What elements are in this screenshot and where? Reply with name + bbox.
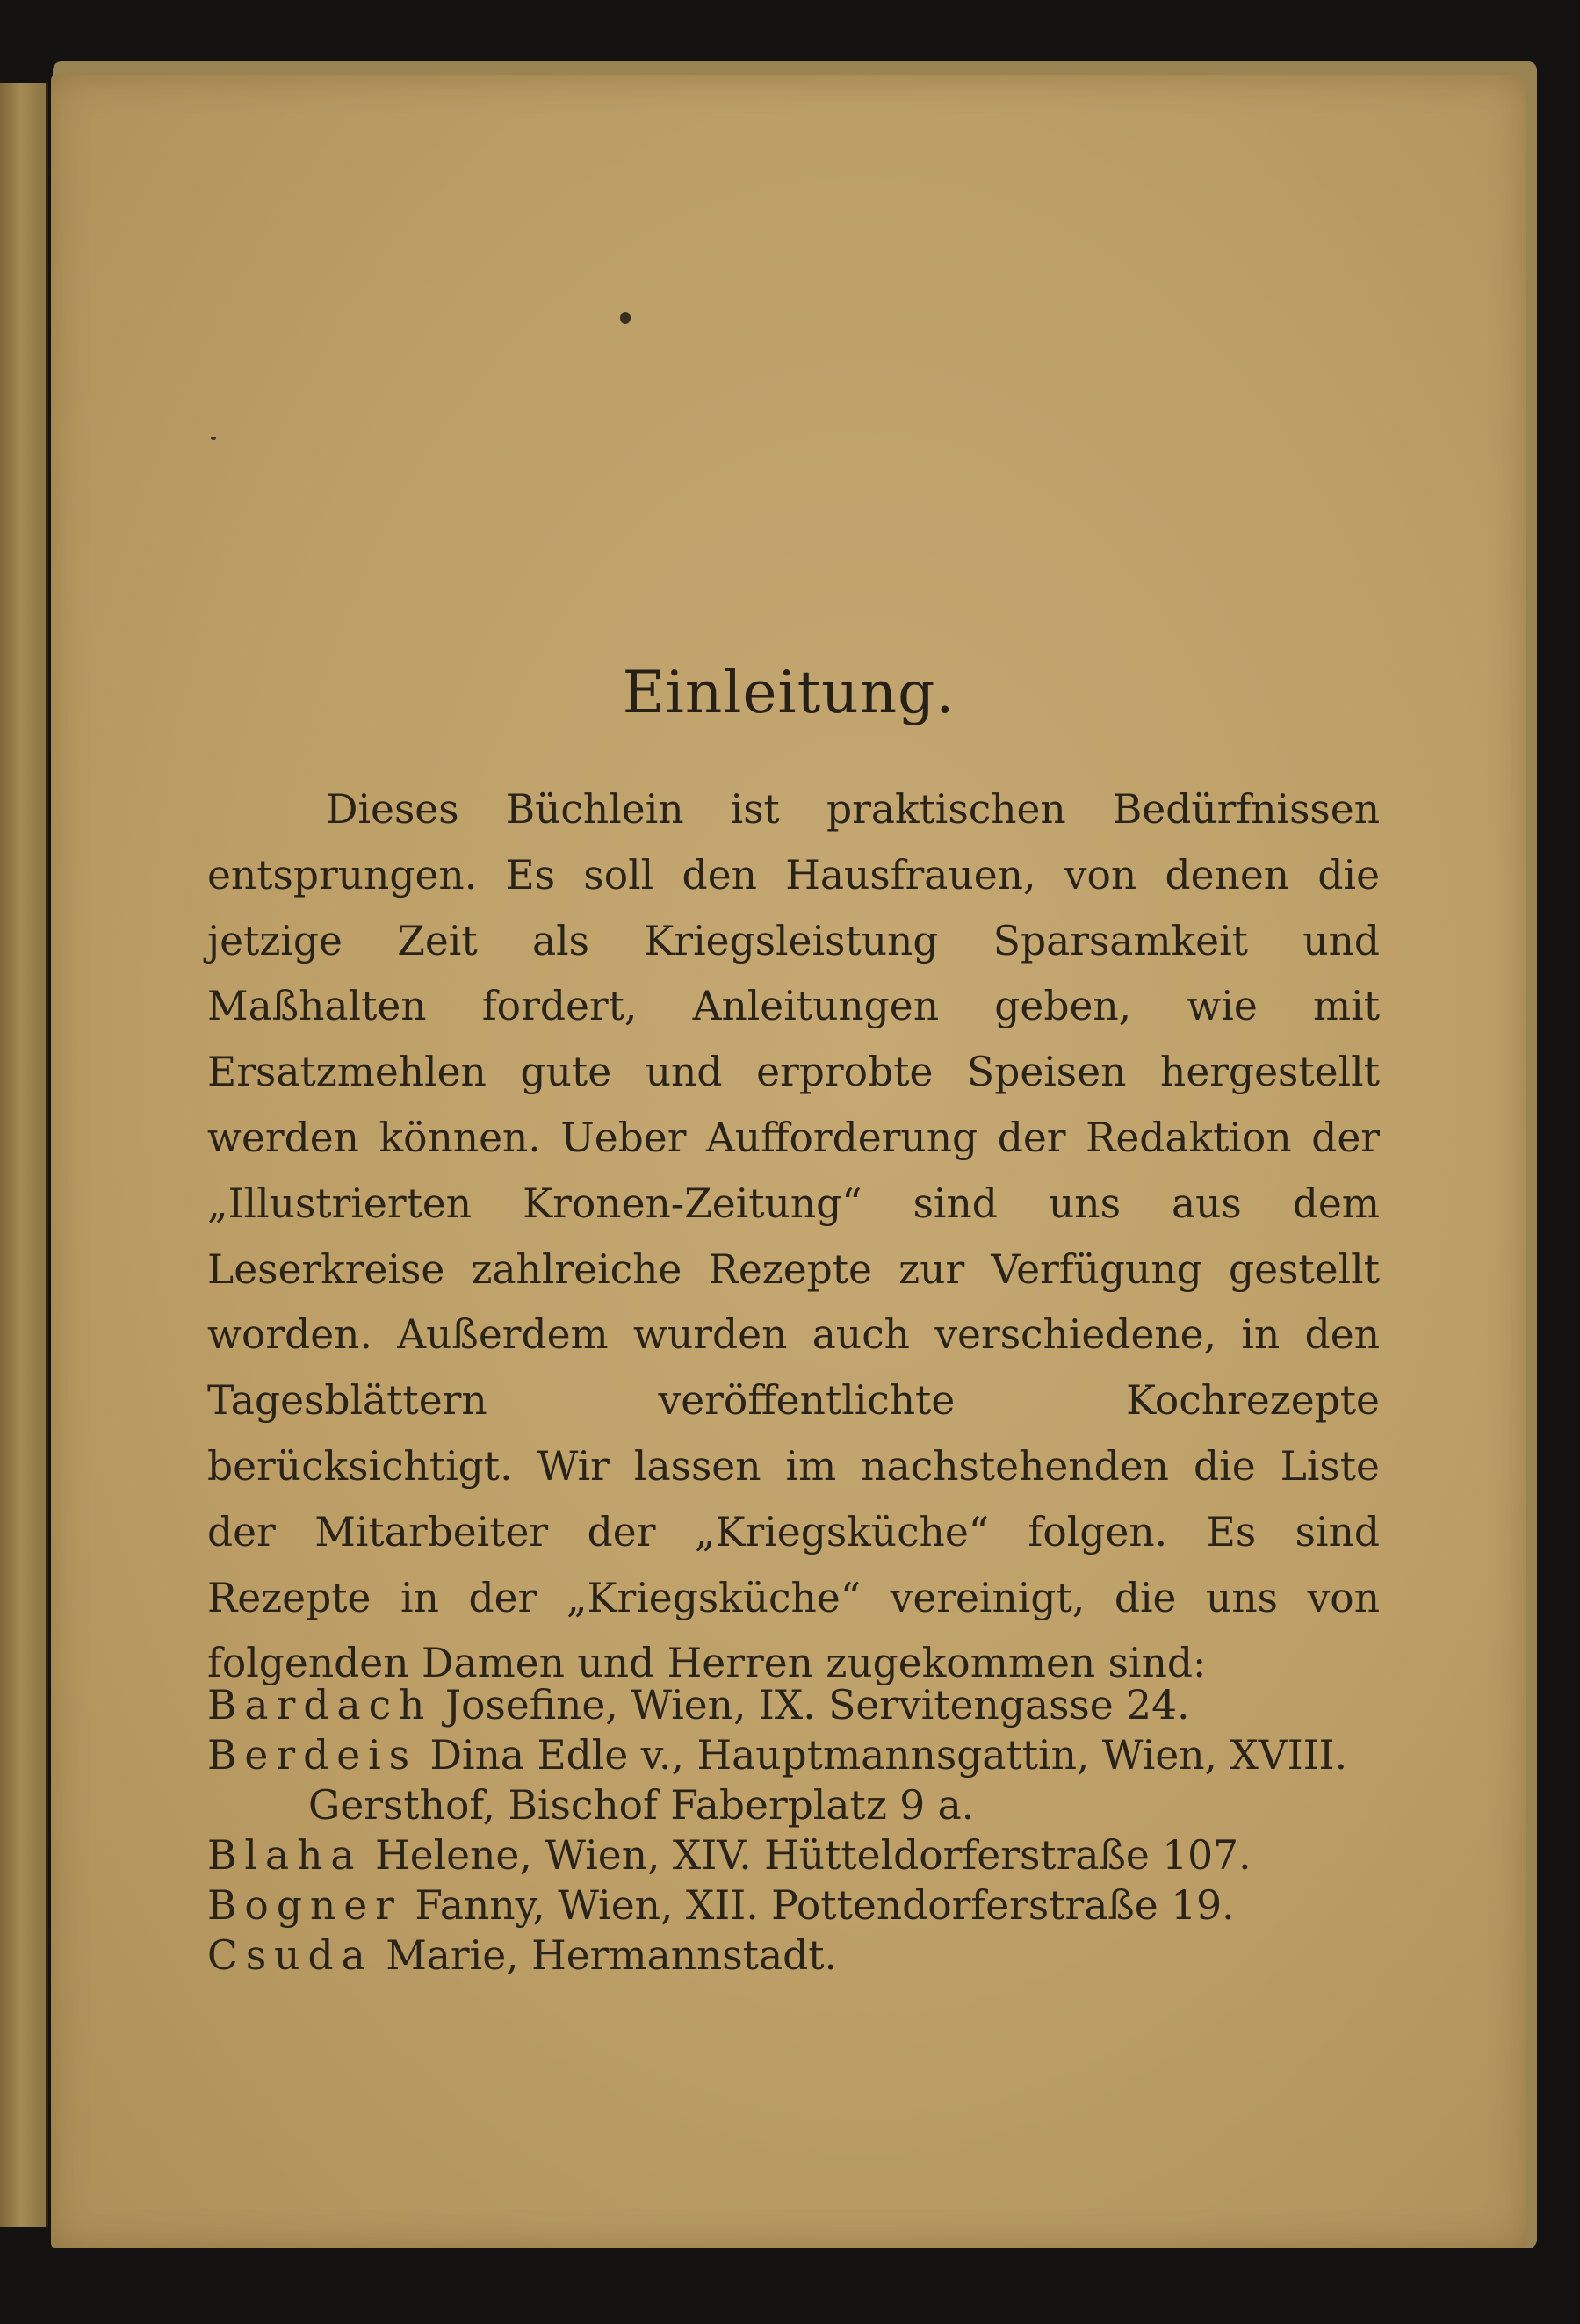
ink-speck [211,437,216,440]
contributor-surname: Csuda [207,1932,373,1979]
contributor-details: Fanny, Wien, XII. Pottendorferstraße 19. [401,1882,1235,1929]
contributor-details: Helene, Wien, XIV. Hütteldorferstraße 107. [362,1832,1252,1879]
introduction-paragraph: Dieses Büchlein ist praktischen Bedürfnissen entsprungen. Es soll den Hausfrauen, von denen die jetzige Zeit als Kriegsleistung Sparsamkeit und Maßhalten fordert, Anleitungen geben, wie mit Ersatzmehlen gute und erprobte Speisen hergestellt werden können. Ueber Aufforderung der Redaktion der „Illustrierten Kronen-Zeitung“ sind uns aus dem Leserkreise zahlreiche Rezepte zur Verfügung gestellt worden. Außerdem wurden auch verschiedene, in den Tagesblättern veröffentlichte Kochrezepte berücksichtigt. Wir lassen im nachstehenden die Liste der Mitarbeiter der „Kriegsküche“ folgen. Es sind Rezepte in der „Kriegsküche“ vereinigt, die uns von folgenden Damen und Herren zugekommen sind: [207,786,1380,1687]
contributor-entry [207,1931,1384,1981]
facing-page-edge [0,83,48,2227]
contributor-entry [207,1730,1384,1830]
contributor-details: Josefine, Wien, IX. Servitengasse 24. [432,1682,1190,1729]
contributor-entry [207,1880,1384,1931]
contributor-entry [207,1680,1384,1730]
contributor-surname: Berdeis [207,1732,418,1779]
contributor-surname: Blaha [207,1832,363,1879]
book-page [51,75,1526,2248]
contributor-entry [207,1830,1384,1880]
contributor-details: Dina Edle v., Hauptmannsgattin, Wien, XVIII. Gersthof, Bischof Faberplatz 9 a. [308,1732,1348,1829]
contributor-list [207,1680,1384,1981]
contributor-surname: Bogner [207,1882,402,1929]
contributor-details: Marie, Hermannstadt. [372,1932,837,1979]
ink-speck [620,312,631,324]
page-title: Einleitung. [622,659,956,726]
contributor-surname: Bardach [207,1682,433,1729]
